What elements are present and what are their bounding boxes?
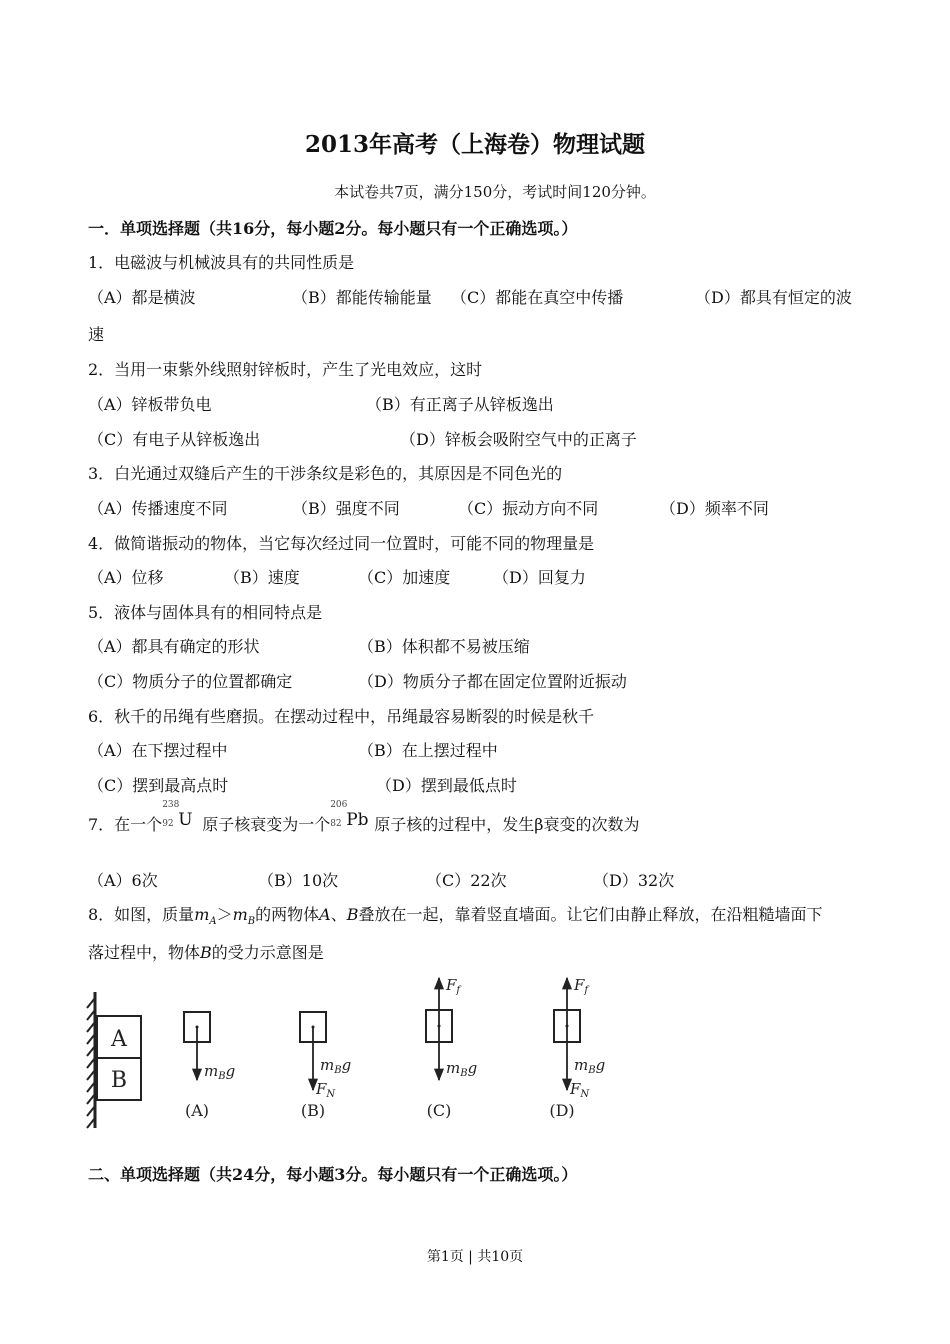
- question-6-option-a: （A）在下摆过程中: [88, 741, 228, 760]
- block-b-label: B: [110, 1068, 128, 1093]
- object-a-label: A: [319, 905, 331, 924]
- question-1-option-c: （C）都能在真空中传播: [451, 288, 624, 307]
- diagram-a-label: (A): [184, 1101, 210, 1120]
- question-7-option-c: （C）22次: [426, 871, 507, 890]
- question-2-stem: 2．当用一束紫外线照射锌板时，产生了光电效应，这时: [88, 360, 483, 379]
- question-4-option-a: （A）位移: [88, 568, 164, 587]
- section-1-heading: 一．单项选择题（共16分，每小题2分。每小题只有一个正确选项。）: [88, 219, 578, 238]
- question-1-stem: 1．电磁波与机械波具有的共同性质是: [88, 253, 355, 272]
- question-1-option-a: （A）都是横波: [88, 288, 196, 307]
- question-3-option-b: （B）强度不同: [292, 499, 400, 518]
- question-1-option-d-continued: 速: [88, 325, 105, 344]
- exam-info: 本试卷共7页，满分150分，考试时间120分钟。: [334, 183, 656, 201]
- diagram-option-b: [300, 1012, 351, 1120]
- lead-206-nuclide: [330, 800, 374, 830]
- diagram-d-normal-label: $F_N$: [570, 1080, 590, 1100]
- question-3-stem: 3．白光通过双缝后产生的干涉条纹是彩色的，其原因是不同色光的: [88, 464, 563, 483]
- question-5-option-d: （D）物质分子都在固定位置附近振动: [358, 672, 627, 691]
- diagram-a-gravity-label: $m_Bg$: [204, 1062, 236, 1082]
- section-2-heading: 二、单项选择题（共24分，每小题3分。每小题只有一个正确选项。）: [88, 1165, 578, 1184]
- question-4-option-c: （C）加速度: [358, 568, 451, 587]
- question-7-option-b: （B）10次: [258, 871, 339, 890]
- question-6-stem: 6．秋千的吊绳有些磨损。在摆动过程中，吊绳最容易断裂的时候是秋千: [88, 707, 595, 726]
- question-8-line-2-end: 的受力示意图是: [211, 943, 324, 962]
- question-5-option-c: （C）物质分子的位置都确定: [88, 672, 293, 691]
- question-2-option-d: （D）锌板会吸附空气中的正离子: [400, 430, 637, 449]
- question-3-option-c: （C）振动方向不同: [458, 499, 599, 518]
- question-2-option-a: （A）锌板带负电: [88, 395, 212, 414]
- diagram-c-gravity-label: $m_Bg$: [446, 1059, 478, 1079]
- question-4-stem: 4．做简谐振动的物体，当它每次经过同一位置时，可能不同的物理量是: [88, 534, 595, 553]
- wall: [87, 992, 95, 1128]
- question-5-stem: 5．液体与固体具有的相同特点是: [88, 603, 323, 622]
- mass-b-subscript: B: [247, 916, 256, 928]
- question-7-option-d: （D）32次: [593, 871, 675, 890]
- question-8-stem-line-2: [88, 940, 324, 963]
- diagram-b-normal-label: $F_N$: [316, 1080, 336, 1100]
- diagram-d-gravity-label: $m_Bg$: [574, 1056, 606, 1076]
- question-1-option-d: （D）都具有恒定的波: [695, 288, 852, 307]
- uranium-atomic-number: 92: [162, 819, 174, 829]
- uranium-symbol: U: [178, 810, 193, 830]
- mass-b-symbol: m: [232, 905, 248, 924]
- greater-than-sign: ＞: [216, 905, 233, 924]
- page-title: 2013年高考（上海卷）物理试题: [304, 131, 645, 158]
- force-diagram-figure: [80, 970, 640, 1140]
- diagram-b-gravity-label: $m_Bg$: [320, 1056, 352, 1076]
- question-6-option-d: （D）摆到最低点时: [376, 776, 517, 795]
- question-5-option-a: （A）都具有确定的形状: [88, 637, 260, 656]
- uranium-mass-number: 238: [162, 800, 180, 810]
- question-8-stem-middle: 的两物体: [255, 905, 320, 924]
- question-8-stem: [88, 902, 823, 927]
- object-b-label-2: B: [200, 943, 212, 962]
- separator: 、: [330, 905, 347, 924]
- question-6-option-b: （B）在上摆过程中: [358, 741, 498, 760]
- question-7-option-a: （A）6次: [88, 871, 158, 890]
- question-7-stem: [88, 800, 640, 835]
- block-a-label: A: [111, 1027, 127, 1052]
- question-8-stem-start: 8．如图，质量: [88, 905, 195, 924]
- diagram-d-label: (D): [549, 1101, 575, 1120]
- question-8-line-2-start: 落过程中，物体: [88, 943, 201, 962]
- question-3-option-d: （D）频率不同: [660, 499, 769, 518]
- diagram-option-d: [549, 976, 605, 1120]
- diagram-option-a: [184, 1012, 235, 1120]
- diagram-d-friction-label: $F_f$: [574, 976, 589, 996]
- question-6-option-c: （C）摆到最高点时: [88, 776, 229, 795]
- question-4-option-b: （B）速度: [224, 568, 300, 587]
- lead-atomic-number: 82: [330, 819, 342, 829]
- mass-a-symbol: m: [194, 905, 210, 924]
- lead-mass-number: 206: [330, 800, 348, 810]
- diagram-b-label: (B): [300, 1101, 326, 1120]
- question-1-option-b: （B）都能传输能量: [292, 288, 432, 307]
- question-5-option-b: （B）体积都不易被压缩: [358, 637, 530, 656]
- mass-a-subscript: A: [209, 916, 217, 928]
- diagram-c-friction-label: $F_f$: [446, 976, 461, 996]
- question-3-option-a: （A）传播速度不同: [88, 499, 228, 518]
- question-7-stem-middle: 原子核衰变为一个: [202, 815, 331, 834]
- diagram-c-label: (C): [426, 1101, 452, 1120]
- object-b-label: B: [346, 905, 359, 924]
- question-2-option-b: （B）有正离子从锌板逸出: [366, 395, 554, 414]
- question-7-stem-end: 原子核的过程中，发生β衰变的次数为: [374, 815, 640, 834]
- uranium-238-nuclide: [162, 800, 202, 830]
- question-8-stem-end: 叠放在一起，靠着竖直墙面。让它们由静止释放，在沿粗糙墙面下: [358, 905, 823, 924]
- question-7-stem-start: 7．在一个: [88, 815, 163, 834]
- question-2-option-c: （C）有电子从锌板逸出: [88, 430, 261, 449]
- question-4-option-d: （D）回复力: [493, 568, 586, 587]
- diagram-option-c: [426, 976, 477, 1120]
- lead-symbol: Pb: [346, 810, 369, 830]
- page-footer: 第1页 | 共10页: [426, 1249, 524, 1265]
